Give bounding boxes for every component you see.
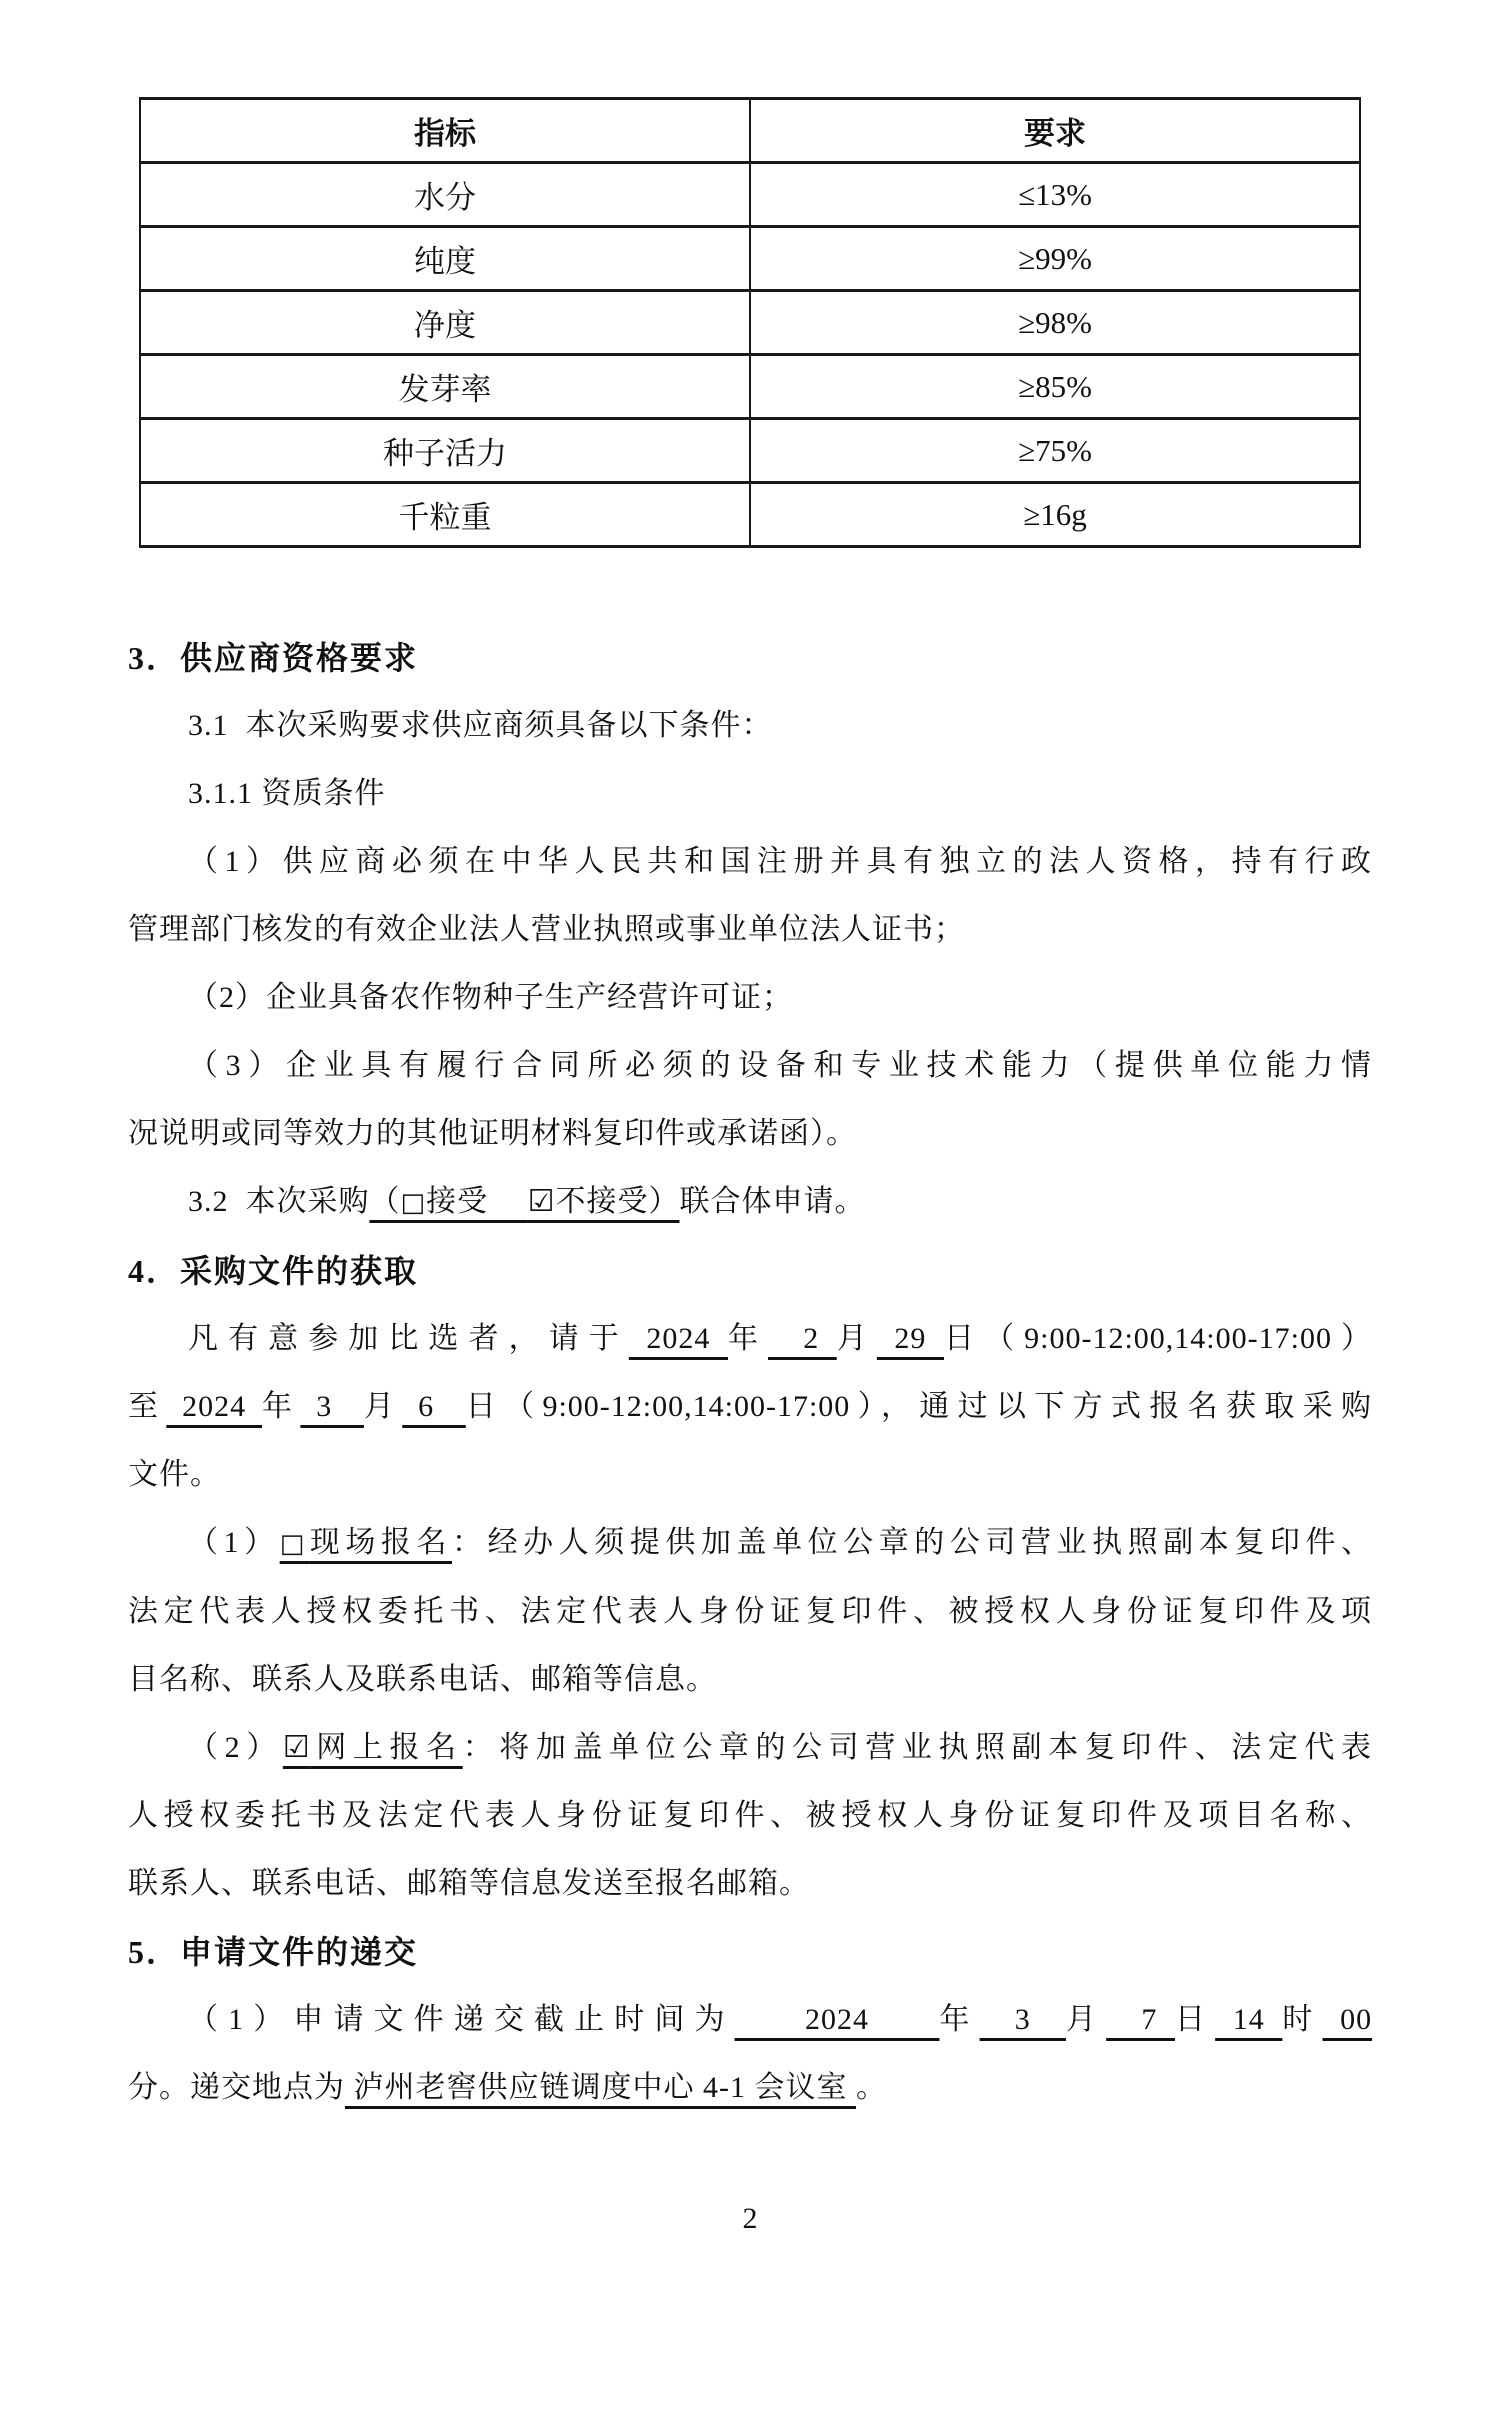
text-line [128,760,1372,828]
text-segment: 3.1 本次采购要求供应商须具备以下条件： [188,709,773,742]
text-segment: 。 [856,2071,887,2104]
text-segment: 月 [1066,2003,1107,2036]
text-line [128,1509,1372,1578]
text-segment: 2024 [628,1322,728,1355]
text-segment: 管理部门核发的有效企业法人营业执照或事业单位法人证书； [128,913,965,946]
text-line [128,1373,1372,1441]
text-segment: 法定代表人授权委托书、法定代表人身份证复印件、被授权人身份证复印件及项 [128,1595,1372,1628]
text-segment: 3.1.1 资质条件 [188,777,386,810]
text-segment: 2 [768,1322,837,1355]
table-row [140,483,1360,547]
requirement-cell: ≥85% [750,355,1360,419]
text-segment: （3）企业具有履行合同所必须的设备和专业技术能力（提供单位能力情 [188,1049,1372,1082]
text-line [128,1782,1372,1850]
text-segment: 29 [876,1322,944,1355]
table-row [140,163,1360,227]
text-line [128,692,1372,760]
qualification-item-2 [128,964,1372,1032]
page-number: 2 [742,2202,758,2235]
text-segment: 年 [939,2003,980,2036]
text-segment: 目名称、联系人及联系电话、邮箱等信息。 [128,1663,717,1696]
indicator-cell: 种子活力 [140,419,750,483]
text-segment: 3 [979,2003,1067,2036]
text-segment: 年 [727,1322,769,1355]
paragraph-3-1-1 [128,760,1372,828]
text-segment: 联合体申请。 [679,1185,866,1218]
table-row [140,355,1360,419]
text-segment: 6 [402,1390,466,1423]
text-segment: 联系人、联系电话、邮箱等信息发送至报名邮箱。 [128,1867,810,1900]
checkbox-unchecked-icon: □ [400,1188,427,1218]
text-line [128,2054,1372,2122]
text-line [128,1032,1372,1100]
checkbox-checked-icon: ☑ [282,1730,311,1765]
section-3-heading: 3．供应商资格要求 [128,640,419,676]
indicator-cell: 千粒重 [140,483,750,547]
text-line [128,1100,1372,1168]
text-segment: 月 [363,1390,403,1423]
requirement-cell: ≥98% [750,291,1360,355]
table-header-row [140,99,1360,163]
text-segment: 2024 [166,1390,263,1423]
text-segment: 7 [1106,2003,1175,2036]
indicator-cell: 发芽率 [140,355,750,419]
text-segment: （1）申请文件递交截止时间为 [188,2003,735,2036]
text-line [128,1305,1372,1373]
document-obtain-intro [128,1305,1372,1509]
text-segment: 3.2 本次采购 [188,1185,370,1218]
table-header-indicator: 指标 [140,99,750,163]
text-segment: 不接受） [555,1185,680,1218]
indicator-cell: 水分 [140,163,750,227]
indicator-cell: 净度 [140,291,750,355]
text-segment: 日 [1175,2003,1216,2036]
text-segment: 日（9:00-12:00,14:00-17:00） [944,1322,1373,1355]
text-line [128,1578,1372,1646]
checkbox-checked-icon: ☑ [527,1184,556,1219]
requirement-cell: ≥99% [750,227,1360,291]
requirement-cell: ≤13% [750,163,1360,227]
text-line [128,1441,1372,1509]
onsite-registration-item [128,1509,1372,1714]
paragraph-3-2-consortium [128,1168,1372,1237]
online-registration-item [128,1714,1372,1918]
text-segment: 人授权委托书及法定代表人身份证复印件、被授权人身份证复印件及项目名称、 [128,1799,1372,1832]
text-line [128,1986,1372,2054]
text-segment: 现场报名 [309,1526,453,1559]
indicator-cell: 纯度 [140,227,750,291]
text-segment: 分。递交地点为 [128,2071,345,2104]
requirement-cell: ≥75% [750,419,1360,483]
text-line [128,896,1372,964]
text-segment: ：经办人须提供加盖单位公章的公司营业执照副本复印件、 [452,1526,1373,1559]
qualification-item-3 [128,1032,1372,1168]
text-segment: 00 [1322,2003,1373,2036]
submission-deadline-paragraph [128,1986,1372,2122]
section-5-heading: 5．申请文件的递交 [128,1934,419,1970]
text-segment: （ [369,1185,401,1218]
text-segment: 时 [1282,2003,1323,2036]
text-segment: （1）供应商必须在中华人民共和国注册并具有独立的法人资格，持有行政 [188,845,1372,878]
text-segment: （2）企业具备农作物种子生产经营许可证； [188,981,793,1014]
text-segment: 泸州老窖供应链调度中心 4-1 会议室 [345,2071,856,2104]
text-line [128,1850,1372,1918]
text-segment: 接受 [426,1185,528,1218]
text-segment: 2024 [734,2003,940,2036]
text-segment: 况说明或同等效力的其他证明材料复印件或承诺函）。 [128,1117,857,1150]
text-segment: 月 [836,1322,877,1355]
table-row [140,419,1360,483]
text-line [128,1714,1372,1782]
paragraph-3-1 [128,692,1372,760]
quality-requirements-table [139,97,1361,548]
text-segment: （1） [188,1526,280,1559]
qualification-item-1 [128,828,1372,964]
text-line [128,828,1372,896]
text-segment: 3 [300,1390,364,1423]
checkbox-unchecked-icon: □ [279,1529,310,1559]
text-segment: 至 [128,1390,167,1423]
table-row [140,227,1360,291]
text-segment: 年 [262,1390,301,1423]
section-4-heading: 4．采购文件的获取 [128,1253,419,1289]
text-segment: 网上报名 [310,1731,463,1764]
requirement-cell: ≥16g [750,483,1360,547]
text-segment: 14 [1215,2003,1283,2036]
text-segment: 凡有意参加比选者，请于 [188,1322,629,1355]
text-segment: 文件。 [128,1458,221,1491]
text-segment: ：将加盖单位公章的公司营业执照副本复印件、法定代表 [462,1731,1373,1764]
table-row [140,291,1360,355]
text-line [128,964,1372,1032]
text-segment: （2） [188,1731,283,1764]
text-segment: 日（9:00-12:00,14:00-17:00），通过以下方式报名获取采购 [465,1390,1373,1423]
text-line [128,1646,1372,1714]
text-line [128,1168,1372,1237]
table-header-requirement: 要求 [750,99,1360,163]
